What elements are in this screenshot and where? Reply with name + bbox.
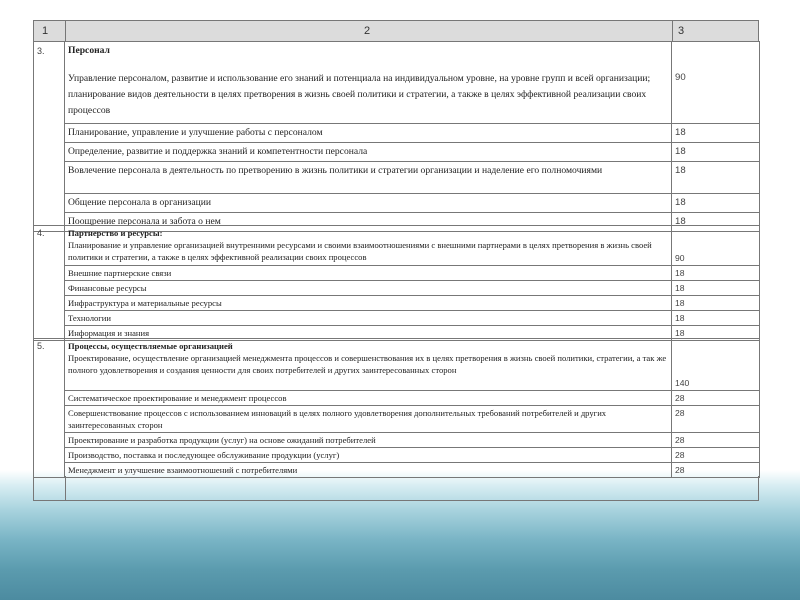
- header-col-1: 1: [42, 25, 49, 37]
- section-5-total: 140: [672, 339, 760, 391]
- section-3-item-value: 18: [672, 124, 760, 143]
- empty-bottom-row: [33, 476, 759, 501]
- table-row: [34, 433, 760, 448]
- section-3-table: [33, 41, 760, 232]
- section-3-item-label: Определение, развитие и поддержка знаний и компетентности персонала: [65, 143, 672, 162]
- section-5-number: 5.: [34, 339, 65, 478]
- section-4-number: 4.: [34, 226, 65, 341]
- section-5-table: [33, 338, 760, 478]
- section-3-item-value: 18: [672, 162, 760, 194]
- section-4-item-value: 18: [672, 311, 760, 326]
- section-5-item-label: Проектирование и разработка продукции (услуг) на основе ожиданий потребителей: [65, 433, 672, 448]
- table-row: [34, 296, 760, 311]
- section-3-number: 3.: [34, 42, 65, 232]
- section-5-item-value: 28: [672, 463, 760, 478]
- section-3-item-label: Общение персонала в организации: [65, 194, 672, 213]
- table-row: [34, 194, 760, 213]
- section-5-item-label: Менеджмент и улучшение взаимоотношений с потребителями: [65, 463, 672, 478]
- section-5-item-label: Производство, поставка и последующее обслуживание продукции (услуг): [65, 448, 672, 463]
- table-header-row: [33, 20, 759, 42]
- section-4-title: Партнерство и ресурсы:: [68, 228, 163, 238]
- section-4-main-cell: [65, 226, 672, 266]
- section-3-total: 90: [672, 42, 760, 124]
- section-5-item-value: 28: [672, 433, 760, 448]
- section-3-item-value: 18: [672, 194, 760, 213]
- header-col-3: 3: [678, 25, 685, 37]
- section-4-description: Планирование и управление организацией внутренними ресурсами и своими взаимоотношениями с внешними партнерами в целях претворения в жизнь своей политики и стратегии, а также в целях эффективной реализации своих процессов: [68, 240, 652, 262]
- table-row: [34, 281, 760, 296]
- table-row: [34, 391, 760, 406]
- section-4-item-value: 18: [672, 326, 760, 341]
- section-4-item-label: Информация и знания: [65, 326, 672, 341]
- table-row: [34, 266, 760, 281]
- section-5-item-value: 28: [672, 448, 760, 463]
- table-row: [34, 311, 760, 326]
- table-row: [34, 124, 760, 143]
- section-4-item-value: 18: [672, 281, 760, 296]
- section-5-item-value: 28: [672, 391, 760, 406]
- table-row: [34, 162, 760, 194]
- table-row: [34, 226, 760, 266]
- section-4-total: 90: [672, 226, 760, 266]
- section-3-item-label: Вовлечение персонала в деятельность по претворению в жизнь политики и стратегии организации и наделение его полномочиями: [65, 162, 672, 194]
- section-3-description: Управление персоналом, развитие и использование его знаний и потенциала на индивидуальном уровне, на уровне групп и всей организации; планирование видов деятельности в целях претворения в жизнь своей политики и стратегии, а также в целях эффективной реализации своих процессов: [68, 73, 651, 116]
- table-row: [34, 42, 760, 124]
- section-5-description: Проектирование, осуществление организацией менеджмента процессов и совершенствования их в целях претворения в жизнь своей политики, стратегии, а так же полного удовлетворения и создания ценности для своих потребителей и других заинтересованных сторон: [68, 353, 667, 375]
- section-5-item-label: Систематическое проектирование и менеджмент процессов: [65, 391, 672, 406]
- section-3-item-label: Планирование, управление и улучшение работы с персоналом: [65, 124, 672, 143]
- section-4-item-label: Инфраструктура и материальные ресурсы: [65, 296, 672, 311]
- section-4-item-value: 18: [672, 296, 760, 311]
- section-3-item-label: Поощрение персонала и забота о нем: [65, 213, 672, 232]
- section-3-main-cell: [65, 42, 672, 124]
- section-4-item-label: Внешние партнерские связи: [65, 266, 672, 281]
- section-3-item-value: 18: [672, 213, 760, 232]
- section-3-item-value: 18: [672, 143, 760, 162]
- section-4-item-label: Финансовые ресурсы: [65, 281, 672, 296]
- section-4-table: [33, 225, 760, 341]
- section-4-item-label: Технологии: [65, 311, 672, 326]
- section-5-item-value: 28: [672, 406, 760, 433]
- section-5-main-cell: [65, 339, 672, 391]
- table-row: [34, 339, 760, 391]
- header-col-2: 2: [364, 25, 371, 37]
- section-5-item-label: Совершенствование процессов с использованием инноваций в целях полного удовлетворения дополнительных требований потребителей и других заинтересованных сторон: [65, 406, 672, 433]
- section-3-title: Персонал: [68, 45, 110, 56]
- table-row: [34, 406, 760, 433]
- section-4-item-value: 18: [672, 266, 760, 281]
- table-row: [34, 143, 760, 162]
- section-5-title: Процессы, осуществляемые организацией: [68, 341, 233, 351]
- table-row: [34, 448, 760, 463]
